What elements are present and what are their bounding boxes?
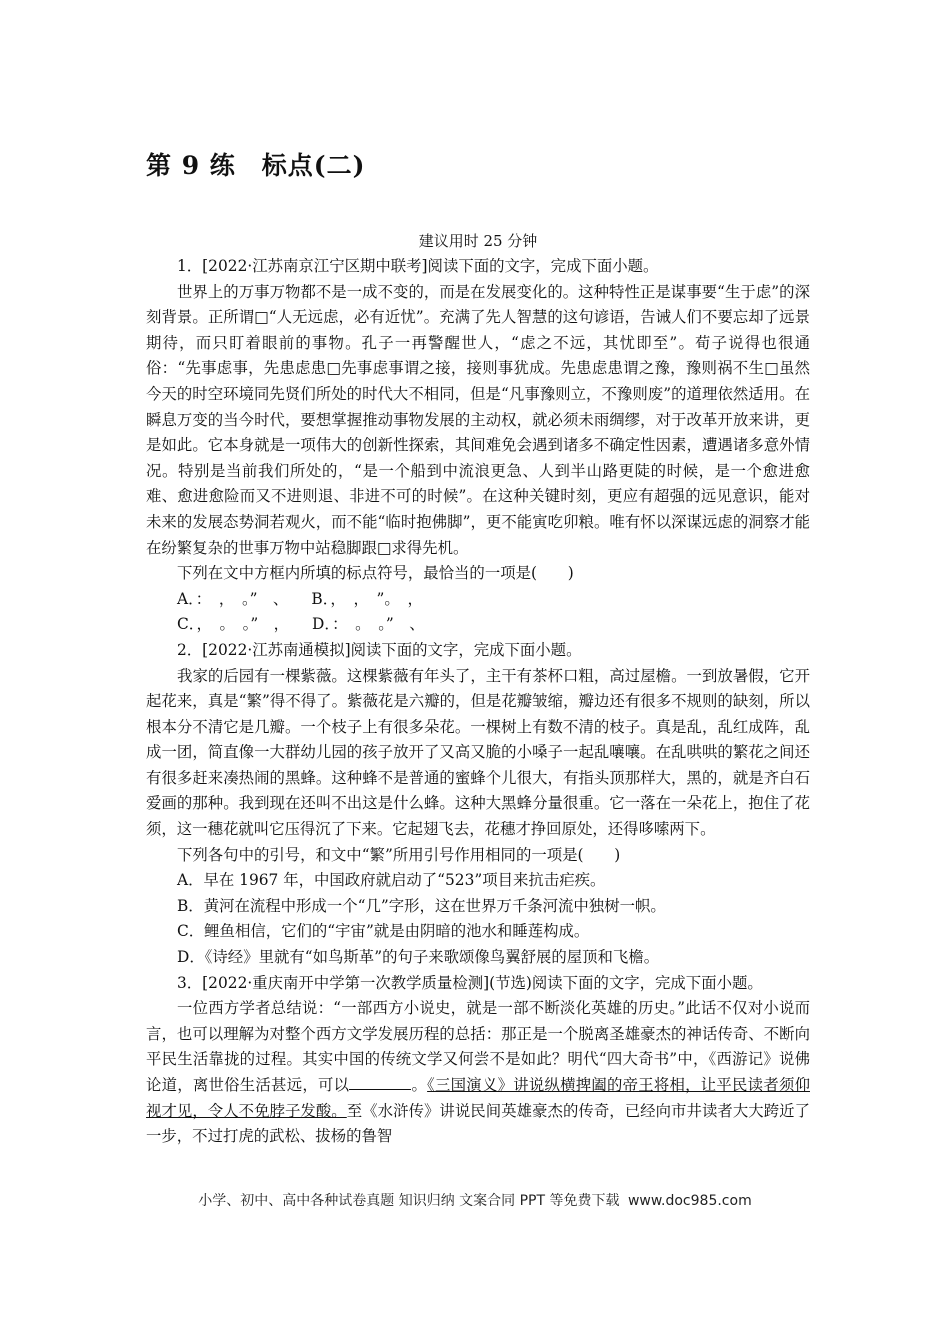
question-2-prompt: 下列各句中的引号，和文中“繁”所用引号作用相同的一项是( ) — [177, 845, 621, 864]
question-2-passage: 我家的后园有一棵紫薇。这棵紫薇有年头了，主干有茶杯口粗，高过屋檐。一到放暑假，它开起花来，真是“繁”得不得了。紫薇花是六瓣的，但是花瓣皱缩，瓣边还有很多不规则的缺刻，所以根本分不清它是几瓣。一个枝子上有很多朵花。一棵树上有数不清的枝子。真是乱，乱红成阵，乱成一团，简直像一大群幼儿园的孩子放开了又高又脆的小嗓子一起乱嚷嚷。在乱哄哄的繁花之间还有很多赶来凑热闹的黑蜂。这种蜂不是普通的蜜蜂个儿很大，有指头顶那样大，黑的，就是齐白石爱画的那种。我到现在还叫不出这是什么蜂。这种大黑蜂分量很重。它一落在一朵花上，抱住了花须，这一穗花就叫它压得沉了下来。它起翅飞去，花穗才挣回原处，还得哆嗦两下。 — [146, 666, 810, 839]
question-2-option-a: A．早在 1967 年，中国政府就启动了“523”项目来抗击疟疾。 — [177, 871, 606, 890]
question-3-heading: 3．[2022·重庆南开中学第一次教学质量检测](节选)阅读下面的文字，完成下面小题。 — [177, 973, 763, 992]
time-suggestion: 建议用时 25 分钟 — [418, 232, 538, 250]
passage-text: 。 — [411, 1076, 428, 1094]
passage-text: 一位西方学者总结说：“一部西方小说史，就是一部不断淡化英雄的历史。”此话不仅对小说而言，也可以理解为对整个西方文学发展历程的总括：那正是一个脱离圣雄豪杰的神话传奇、不断向平民生活靠拢的过程。其实中国的传统文学又何尝不是如此？明代“四大奇书”中，《西游记》说佛论道，离世俗生活甚远，可以 — [146, 999, 810, 1094]
page-title: 第 9 练 标点(二) — [146, 151, 366, 180]
document-body — [146, 228, 810, 1150]
question-1-prompt: 下列在文中方框内所填的标点符号，最恰当的一项是( ) — [177, 564, 574, 583]
question-2-option-b: B．黄河在流程中形成一个“几”字形，这在世界万千条河流中独树一帜。 — [177, 896, 666, 915]
question-1-passage: 世界上的万事万物都不是一成不变的，而是在发展变化的。这种特性正是谋事要“生于虑”的深刻背景。正所谓□“人无远虑，必有近忧”。充满了先人智慧的这句谚语，告诫人们不要忘却了远景期待，而只盯着眼前的事物。孔子一再警醒世人，“虑之不远，其忧即至”。荀子说得也很通俗：“先事虑事，先患虑患□先事虑事谓之接，接则事犹成。先患虑患谓之豫，豫则祸不生□虽然今天的时空环境同先贤们所处的时代大不相同，但是“凡事豫则立，不豫则废”的道理依然适用。在瞬息万变的当今时代，要想掌握推动事物发展的主动权，就必须未雨绸缪，对于改革开放来讲，更是如此。它本身就是一项伟大的创新性探索，其间难免会遇到诸多不确定性因素，遭遇诸多意外情况。特别是当前我们所处的，“是一个船到中流浪更急、人到半山路更陡的时候，是一个愈进愈难、愈进愈险而又不进则退、非进不可的时候”。在这种关键时刻，更应有超强的远见意识，能对未来的发展态势洞若观火，而不能“临时抱佛脚”，更不能寅吃卯粮。唯有怀以深谋远虑的洞察才能在纷繁复杂的世事万物中站稳脚跟□求得先机。 — [146, 282, 810, 557]
question-2-option-c: C．鲤鱼相信，它们的“宇宙”就是由阴暗的池水和睡莲构成。 — [177, 922, 590, 941]
fill-in-blank — [349, 1075, 411, 1090]
question-2-heading: 2．[2022·江苏南通模拟]阅读下面的文字，完成下面小题。 — [177, 640, 582, 659]
question-1-heading: 1．[2022·江苏南京江宁区期中联考]阅读下面的文字，完成下面小题。 — [177, 257, 659, 275]
underlined-sentence: 《三国演义》讲说纵横捭阖的帝王将相，让平民读者须仰视才见，令人不免脖子发酸。 — [146, 1076, 810, 1120]
footer-text: 小学、初中、高中各种试卷真题 知识归纳 文案合同 PPT 等免费下载 — [198, 1193, 620, 1209]
footer-url[interactable]: www.doc985.com — [627, 1193, 752, 1209]
question-2-option-d: D．《诗经》里就有“如鸟斯革”的句子来歌颂像鸟翼舒展的屋顶和飞檐。 — [177, 948, 660, 967]
question-1-option-row: A．： ， 。” 、 B．， ， ”。 ， — [177, 589, 423, 608]
question-3-passage — [146, 996, 810, 1150]
question-1-option-row: C．， 。 。” ， D．： 。 。” 、 — [177, 615, 425, 634]
passage-text: 至《水浒传》讲说民间英雄豪杰的传奇，已经向市井读者大大跨近了一步，不过打虎的武松、拔杨的鲁智 — [146, 1101, 810, 1146]
footer — [0, 1190, 950, 1210]
